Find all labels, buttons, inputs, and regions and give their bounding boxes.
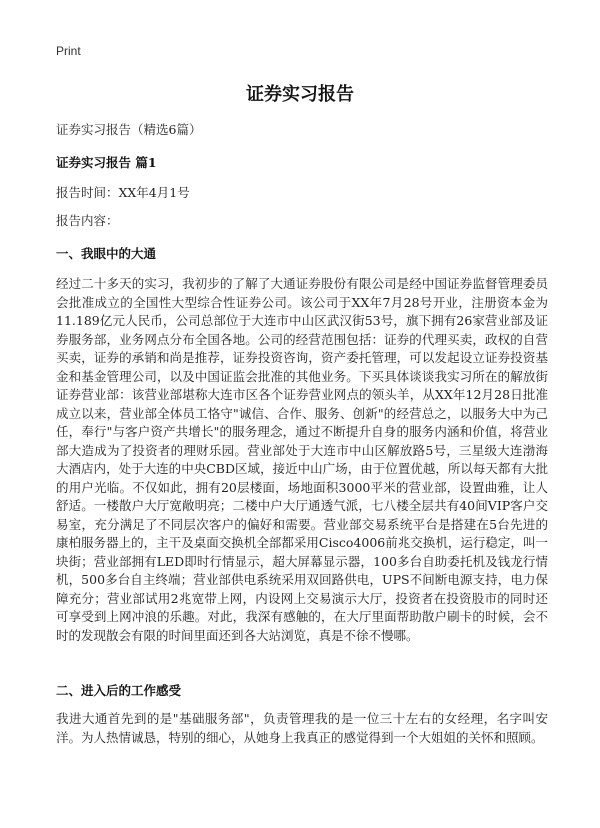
report-content-label: 报告内容： (56, 213, 119, 228)
document-title: 证券实习报告 (246, 84, 354, 105)
part2-body: 我进大通首先到的是"基础服务部"，负责管理我的是一位三十左右的女经理，名字叫安洋。为人热情诚恳，特别的细心，从她身上我真正的感觉得到一个大姐姐的关怀和照顾。 (56, 711, 548, 745)
report-time: 报告时间：XX年4月1号 (56, 185, 190, 200)
section-heading: 证券实习报告 篇1 (56, 155, 157, 170)
document-subtitle: 证券实习报告（精选6篇） (56, 122, 202, 137)
part1-heading: 一、我眼中的大通 (56, 246, 157, 261)
part2-heading: 二、进入后的工作感受 (56, 683, 182, 698)
print-link[interactable]: Print (56, 44, 81, 58)
part1-body: 经过二十多天的实习，我初步的了解了大通证券股份有限公司是经中国证券监督管理委员会批准成立的全国性大型综合性证券公司。该公司于XX年7月28号开业，注册资本金为11.189亿元人民币，公司总部位于大连市中山区武汉街53号，旗下拥有26家营业部及证券服务部，业务网点分布全国各地。公司的经营范围包括：证券的代理买卖，政权的自营买卖，证券的承销和尚是推荐，证券投资咨询，资产委托管理，可以发起设立证券投资基金和基金管理公司，以及中国证监会批准的其他业务。下买具体谈谈我实习所在的解放街证券营业部：该营业部堪称大连市区各个证券营业网点的领头羊，从XX年12月28日批准成立以来，营业部全体员工恪守"诚信、合作、服务、创新"的经营总之，以服务大中为己任，奉行"与客户资产共增长"的服务理念，通过不断提升自身的服务内涵和价值，将营业部大造成为了投资者的理财乐园。营业部处于大连市中山区解放路5号，三星级大连渤海大酒店内，处于大连的中央CBD区域，接近中山广场，由于位置优越，所以每天都有大批的用户光临。不仅如此，拥有20层楼面，场地面积3000平米的营业部，设置曲雅，让人舒适。一楼散户大厅宽敞明亮；二楼中户大厅通透气派，七八楼全层共有40间VIP客户交易室，充分满足了不同层次客户的偏好和需要。营业部交易系统平台是搭建在5台先进的康柏服务器上的，主干及桌面交换机全部都采用Cisco4006前兆交换机，运行稳定，叫一块街；营业部拥有LED即时行情显示，超大屏幕显示器，100多台自助委托机及钱龙行情机，500多台自主终端；营业部供电系统采用双回路供电，UPS不间断电源支持，电力保障充分；营业部试用2兆宽带上网，内设网上交易演示大厅，投资者在投资股市的同时还可享受到上网冲浪的乐趣。对此，我深有感触的，在大厅里面帮助散户刷卡的时候，会不时的发现散会有限的时间里面还到各大站浏览，真是不徐不慢哪。 (56, 276, 548, 643)
